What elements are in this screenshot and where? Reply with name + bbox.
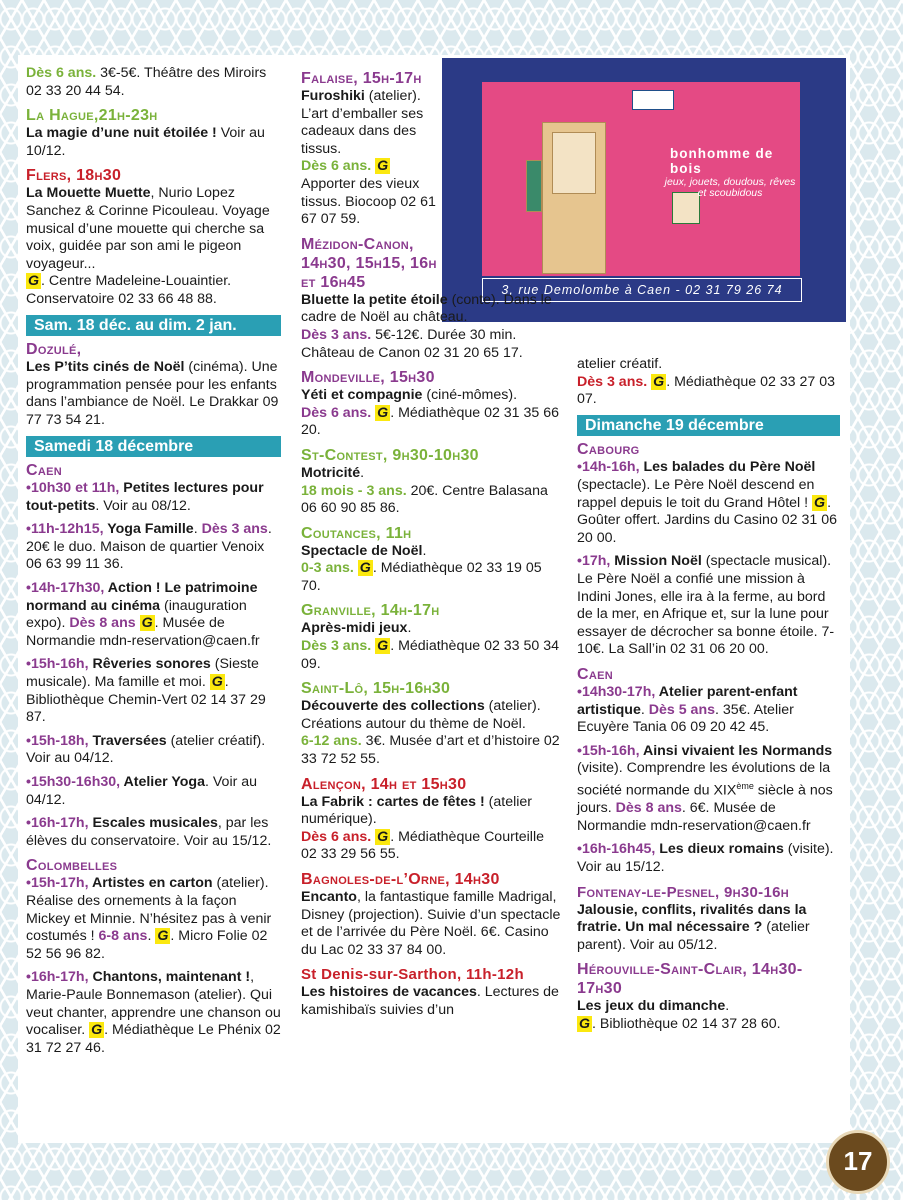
age-label: Dès 3 ans <box>201 521 268 538</box>
event-time: •15h-18h, <box>26 732 89 749</box>
event-text: 5€-12€. Durée 30 min. Château de Canon 02 31 20 65 17. <box>301 326 523 361</box>
free-badge: G <box>359 560 371 577</box>
free-badge: G <box>653 373 665 390</box>
event-title: Action ! Le patrimoine normand au cinéma <box>26 580 258 614</box>
free-badge: G <box>28 273 40 290</box>
event-title: Jalousie, conflits, rivalités dans la fratrie. Un mal nécessaire ? <box>577 901 807 936</box>
event-time: •15h-16h, <box>577 742 640 759</box>
event-text: . Bibliothèque 02 14 37 28 60. <box>592 1015 781 1032</box>
event-title: Rêveries sonores <box>88 656 211 673</box>
event-entry <box>577 459 840 547</box>
city-heading: St-Contest, 9h30-10h30 <box>301 446 479 464</box>
city-heading: Coutances, 11h <box>301 524 412 542</box>
event-text: (Sieste musicale). Ma famille et moi. <box>26 656 259 691</box>
free-badge: G <box>377 828 389 845</box>
event-entry <box>577 902 840 955</box>
free-badge: G <box>91 1022 103 1039</box>
event-entry <box>26 656 281 726</box>
city-heading: Granville, 14h-17h <box>301 602 440 620</box>
event-text: . Médiathèque Courteille 02 33 29 56 55. <box>301 828 544 863</box>
event-title: Motricité <box>301 464 361 481</box>
event-entry <box>577 743 840 836</box>
event-entry <box>577 998 840 1033</box>
event-title: Artistes en carton <box>88 875 213 892</box>
event-text: . Musée de Normandie mdn-reservation@caen.fr <box>26 615 260 649</box>
free-badge: G <box>141 615 153 632</box>
event-entry <box>301 465 561 518</box>
event-text: . <box>407 620 412 637</box>
event-title: Atelier parent-enfant artistique <box>577 683 798 718</box>
event-text: 3€. Musée d’art et d’histoire 02 33 72 52 55. <box>301 733 560 768</box>
event-entry <box>301 889 561 959</box>
event-text: (atelier parent). Voir au 05/12. <box>577 919 810 953</box>
event-text: . Micro Folie 02 52 56 96 82. <box>26 928 268 962</box>
event-time: •17h, <box>577 553 611 570</box>
event-title: Yéti et compagnie <box>301 387 423 404</box>
event-text: atelier créatif. <box>577 356 663 372</box>
event-entry <box>577 553 840 659</box>
event-title: Escales musicales <box>88 815 218 832</box>
event-title: La Fabrik : cartes de fêtes ! <box>301 793 485 810</box>
age-label: 18 mois - 3 ans. <box>301 482 407 499</box>
date-band: Sam. 18 déc. au dim. 2 jan. <box>26 315 281 337</box>
event-time: •14h-16h, <box>577 459 640 476</box>
superscript: ème <box>736 780 754 791</box>
event-title: Petites lectures pour tout-petits <box>26 480 264 514</box>
event-text: . Voir au 08/12. <box>95 497 191 514</box>
event-time: •14h-17h30, <box>26 580 105 597</box>
column-2 <box>301 66 561 1026</box>
page-number: 17 <box>826 1130 890 1194</box>
event-text: (inauguration expo). <box>26 597 247 632</box>
event-entry <box>301 984 561 1019</box>
date-band: Samedi 18 décembre <box>26 436 281 458</box>
age-label: Dès 8 ans <box>69 615 136 632</box>
event-text: , par les élèves du conservatoire. Voir au 15/12. <box>26 815 272 849</box>
age-label: Dès 6 ans. <box>26 65 97 81</box>
event-time: •15h-16h, <box>26 656 89 673</box>
event-title: Traversées <box>88 732 167 749</box>
city-heading: Caen <box>26 462 62 480</box>
city-heading: Colombelles <box>26 857 118 875</box>
event-text: (atelier). Créations autour du thème de Noël. <box>301 698 541 732</box>
event-text: . <box>422 542 427 559</box>
ad-footer: 3, rue Demolombe à Caen - 02 31 79 26 74 <box>482 278 802 302</box>
event-text: (cinéma). Une programmation pensée pour les enfants dans l’ambiance de Noël. Le Drakkar 09 77 73 54 21. <box>26 359 279 428</box>
event-entry <box>26 580 281 650</box>
event-entry <box>26 359 281 429</box>
ad-tagline: jeux, jouets, doudous, rêves et scoubidous <box>664 176 796 199</box>
age-label: Dès 3 ans. <box>301 638 372 655</box>
event-entry <box>26 65 281 100</box>
event-text: . Médiathèque 02 33 50 34 09. <box>301 638 560 672</box>
free-badge: G <box>814 494 826 511</box>
event-text: (ciné-mômes). <box>422 387 518 404</box>
event-title: Découverte des collections <box>301 698 485 715</box>
event-title: Bluette la petite étoile <box>301 291 448 308</box>
event-title: Les P’tits cinés de Noël <box>26 359 185 376</box>
city-heading: Flers, 18h30 <box>26 167 122 185</box>
event-title: Les balades du Père Noël <box>639 459 816 476</box>
event-text: . 20€ le duo. Maison de quartier Venoix 06 63 99 11 36. <box>26 521 272 573</box>
event-text: . <box>640 701 649 718</box>
event-text: (spectacle musical). Le Père Noël a confié une mission à Indini Jones, elle ira à la ferme, au bord de la mer, en Afrique et, sur la lune pour essayer de décrocher sa bonne étoile. 7-10€. La Sall’in 02 31 06 20 00. <box>577 553 835 658</box>
city-heading: Mézidon-Canon, 14h30, 15h15, 16h et 16h45 <box>301 235 437 291</box>
event-text: . Médiathèque 02 31 35 66 20. <box>301 404 560 439</box>
event-title: Les jeux du dimanche <box>577 998 726 1015</box>
free-badge: G <box>157 928 169 945</box>
event-text: (atelier). Réalise des ornements à la façon Mickey et Minnie. N’hésitez pas à venir costumés ! <box>26 875 272 945</box>
event-time: •11h-12h15, <box>26 521 104 538</box>
event-time: •16h-17h, <box>26 815 89 832</box>
event-text: (visite). Voir au 15/12. <box>577 841 834 875</box>
event-title: Encanto <box>301 889 357 905</box>
city-heading: Mondeville, 15h30 <box>301 369 435 387</box>
event-entry <box>301 543 561 596</box>
event-text: siècle à nos jours. <box>577 782 833 817</box>
age-label: Dès 6 ans. <box>301 158 372 175</box>
event-text: , Nurio Lopez Sanchez & Corinne Picouleau. Voyage musical d’une mouette qui cherche sa voix, guidée par son ami le pigeon voyageur... <box>26 185 270 272</box>
event-text: , Marie-Paule Bonnemason (atelier). Qui veut chanter, apprendre une chanson ou vocaliser. <box>26 969 281 1039</box>
event-entry <box>301 794 561 864</box>
free-badge: G <box>211 674 223 691</box>
event-text: . Bibliothèque Chemin-Vert 02 14 37 29 87. <box>26 674 266 726</box>
city-heading: La Hague,21h-23h <box>26 107 158 125</box>
event-entry: •15h-17h, Artistes en carton (atelier). Réalise des ornements à la façon Mickey et Minnie. N’hésitez pas à venir costumés ! 6-8 ans. G . Micro Folie 02 52 56 96 82. <box>26 875 272 962</box>
event-title: La Mouette Muette <box>26 185 151 202</box>
event-text: (atelier numérique). <box>301 793 533 828</box>
free-badge: G <box>377 158 389 175</box>
event-entry <box>26 125 281 160</box>
event-entry <box>301 698 561 768</box>
age-label: Dès 3 ans. <box>577 373 648 390</box>
event-text: . <box>725 998 730 1015</box>
event-title: Les histoires de vacances <box>301 984 477 1001</box>
event-entry <box>577 684 840 737</box>
event-text: . 35€. Atelier Ecuyère Tania 06 09 20 42 45. <box>577 701 794 736</box>
event-entry <box>301 292 561 362</box>
event-title: Yoga Famille <box>103 521 194 538</box>
age-label: Dès 5 ans <box>648 701 715 718</box>
event-title: Atelier Yoga <box>120 774 205 790</box>
event-title: Les dieux romains <box>655 841 784 858</box>
event-title: Spectacle de Noël <box>301 542 423 559</box>
event-entry <box>26 480 281 515</box>
event-title: Chantons, maintenant ! <box>88 969 251 986</box>
city-heading: Dozulé, <box>26 341 82 359</box>
ad-brand: bonhomme de bois <box>670 146 774 176</box>
city-heading: Alençon, 14h et 15h30 <box>301 775 467 793</box>
age-label: Dès 6 ans. <box>301 404 372 421</box>
event-text: . Goûter offert. Jardins du Casino 02 31 06 20 00. <box>577 494 838 546</box>
age-label: 6-12 ans. <box>301 733 362 750</box>
event-time: •15h-17h, <box>26 875 89 892</box>
event-text: 3€-5€. Théâtre des Miroirs 02 33 20 44 54. <box>26 65 267 99</box>
event-time: •16h-16h45, <box>577 841 656 858</box>
date-band: Dimanche 19 décembre <box>577 415 840 437</box>
city-heading: Saint-Lô, 15h-16h30 <box>301 680 451 698</box>
event-entry <box>26 774 281 809</box>
event-text: (conte). Dans le cadre de Noël au château. <box>301 291 552 326</box>
event-time: •16h-17h, <box>26 969 89 986</box>
toy-guitar-image <box>632 90 674 110</box>
age-label: Dès 6 ans. <box>301 828 372 845</box>
column-3 <box>577 356 840 1040</box>
event-text: . Médiathèque 02 33 19 05 70. <box>301 560 542 594</box>
city-heading: Caen <box>577 665 613 683</box>
event-title: Ainsi vivaient les Normands <box>639 742 833 759</box>
event-entry <box>26 185 281 308</box>
event-title: Après-midi jeux <box>301 620 408 637</box>
event-text: , la fantastique famille Madrigal, Disney (projection). Suivie d’un spectacle et de l’arrivée du Père Noël. 6€. Casino du Lac 02 33 37 84 00. <box>301 889 561 958</box>
age-label: 6-8 ans <box>98 928 148 945</box>
event-text: . Lectures de kamishibaïs suivies d’un <box>301 984 559 1018</box>
event-text: Voir au 10/12. <box>26 125 265 159</box>
event-entry <box>301 88 441 229</box>
age-label: Dès 8 ans <box>615 800 682 817</box>
city-heading: Cabourg <box>577 441 640 459</box>
city-heading: Fontenay-le-Pesnel, 9h30-16h <box>577 883 789 901</box>
event-entry <box>577 356 840 409</box>
event-text: . Voir au 04/12. <box>26 774 258 808</box>
event-text: Apporter des vieux tissus. Biocoop 02 61 67 07 59. <box>301 175 436 228</box>
event-time: •15h30-16h30, <box>26 774 121 790</box>
event-entry <box>577 841 840 876</box>
event-entry <box>26 969 281 1057</box>
column-1 <box>26 65 281 1063</box>
event-text: . 6€. Musée de Normandie mdn-reservation@caen.fr <box>577 800 811 834</box>
event-entry <box>301 620 561 673</box>
age-label: 0-3 ans. <box>301 560 354 577</box>
event-entry <box>26 815 281 850</box>
event-text: (atelier). L’art d’emballer ses cadeaux dans des tissus. <box>301 88 424 157</box>
event-text: . Médiathèque Le Phénix 02 31 72 27 46. <box>26 1022 281 1056</box>
event-text: . <box>360 464 365 481</box>
event-title: Furoshiki <box>301 88 365 104</box>
city-heading: Hérouville-Saint-Clair, 14h30-17h30 <box>577 961 803 998</box>
event-text: (atelier créatif). Voir au 04/12. <box>26 732 266 767</box>
city-heading: Bagnoles-de-l’Orne, 14h30 <box>301 871 500 888</box>
free-badge: G <box>579 1015 591 1032</box>
event-text: 20€. Centre Balasana 06 60 90 85 86. <box>301 482 548 517</box>
city-heading: Falaise, 15h-17h <box>301 70 422 87</box>
age-label: Dès 3 ans. <box>301 326 372 343</box>
event-time: •14h30-17h, <box>577 683 656 700</box>
event-text: . <box>193 521 202 538</box>
free-badge: G <box>377 404 389 421</box>
event-time: •10h30 et 11h, <box>26 480 120 497</box>
free-badge: G <box>377 638 389 655</box>
event-entry <box>26 733 281 768</box>
event-text: . Médiathèque 02 33 27 03 07. <box>577 373 836 408</box>
event-text: . Centre Madeleine-Louaintier. Conservatoire 02 33 66 48 88. <box>26 273 232 307</box>
event-entry <box>26 521 281 574</box>
event-entry <box>301 387 561 440</box>
city-heading: St Denis-sur-Sarthon, 11h-12h <box>301 966 524 984</box>
event-text: (spectacle). Le Père Noël descend en rappel depuis le toit du Grand Hôtel ! <box>577 476 815 511</box>
event-title: La magie d’une nuit étoilée ! <box>26 125 217 142</box>
event-text: (visite). Comprendre les évolutions de la société normande du XIX <box>577 760 831 799</box>
event-title: Mission Noël <box>610 553 702 570</box>
